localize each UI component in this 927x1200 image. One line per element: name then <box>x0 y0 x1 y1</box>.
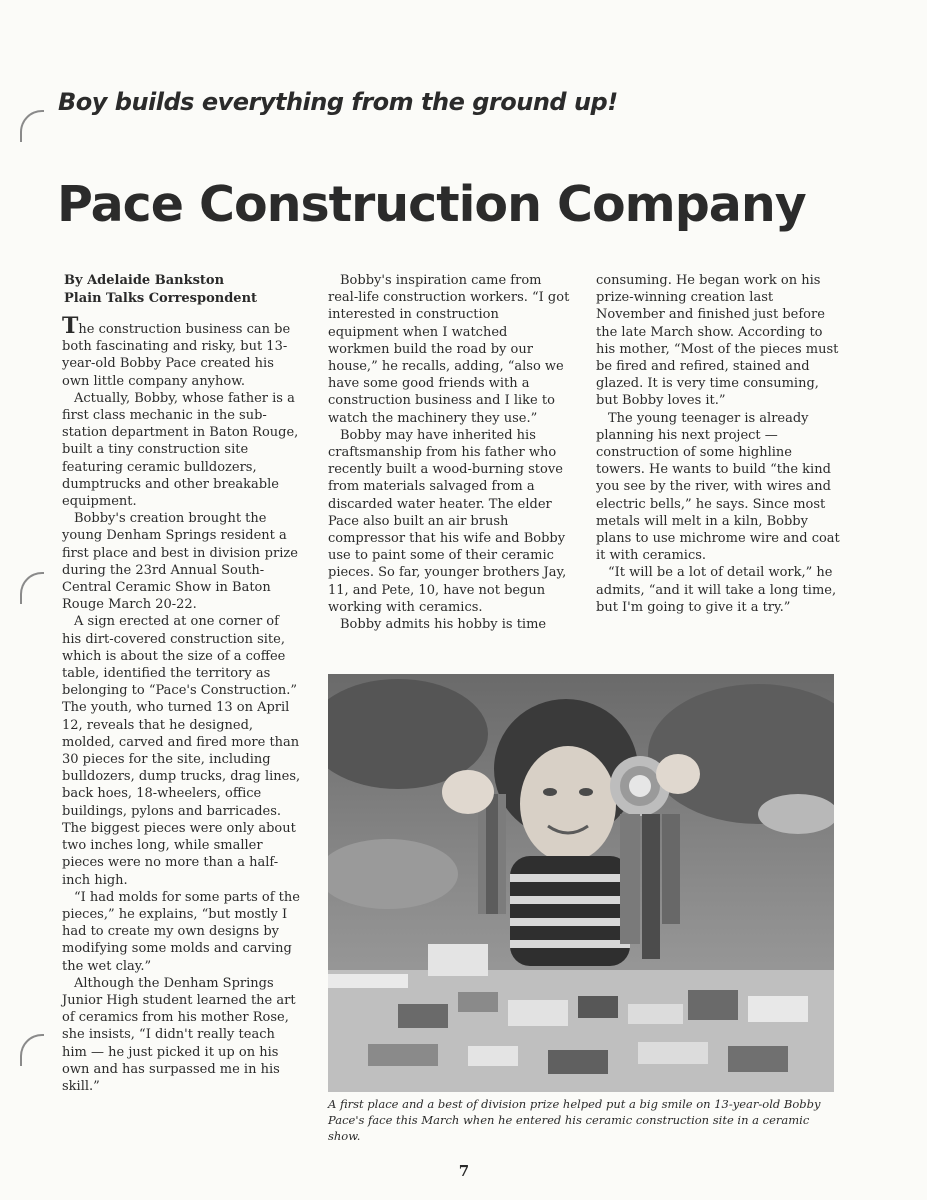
article-column-1 <box>62 313 302 1095</box>
byline <box>64 272 304 307</box>
article-kicker: Boy builds everything from the ground up! <box>58 88 618 116</box>
paragraph-text: he construction business can be both fascinating and risky, but 13-year-old Bobby Pace created his own little company anyhow. <box>62 322 291 389</box>
article-column-3 <box>596 272 842 616</box>
paragraph: “It will be a lot of detail work,” he admits, “and it will take a long time, but I'm going to give it a try.” <box>596 565 837 615</box>
paragraph: “I had molds for some parts of the pieces,” he explains, “but mostly I had to create my own designs by modifying some molds and carving the wet clay.” <box>62 889 300 974</box>
paragraph: A sign erected at one corner of his dirt-covered construction site, which is about the size of a coffee table, identified the territory as belonging to “Pace's Construction.” The youth, who turned 13 on April 12, reveals that he designed, molded, carved and fired more than 30 pieces for the site, including bulldozers, dump trucks, drag lines, back hoes, 18-wheelers, office buildings, pylons and barricades. The biggest pieces were only about two inches long, while smaller pieces were no more than a half-inch high. <box>62 614 301 888</box>
paragraph: Bobby admits his hobby is time <box>340 617 547 633</box>
paragraph: The young teenager is already planning his next project — construction of some highline towers. He wants to build “the kind you see by the river, with wires and electric bells,” he says. Since most metals will melt in a kiln, Bobby plans to use michrome wire and coat it with ceramics. <box>596 410 840 564</box>
photo-caption: A first place and a best of division prize helped put a big smile on 13-year-old Bobby Pace's face this March when he entered his ceramic construction site in a ceramic show. <box>328 1097 821 1143</box>
binder-hole-mark <box>20 110 44 142</box>
binder-hole-mark <box>20 572 44 604</box>
article-photo <box>328 674 834 1092</box>
paragraph: consuming. He began work on his prize-winning creation last November and finished just before the late March show. According to his mother, “Most of the pieces must be fired and refired, stained and glazed. It is very time consuming, but Bobby loves it.” <box>596 273 839 409</box>
photo-boy-with-ribbons <box>328 674 834 1092</box>
page-number: 7 <box>458 1162 470 1180</box>
drop-cap: T <box>62 313 79 339</box>
paragraph: Bobby's creation brought the young Denham Springs resident a first place and best in division prize during the 23rd Annual South-Central Ceramic Show in Baton Rouge March 20-22. <box>62 511 298 613</box>
paragraph: Bobby's inspiration came from real-life construction workers. “I got interested in construction equipment when I watched workmen build the road by our house,” he recalls, adding, “also we have some good friends with a construction business and I like to watch the machinery they use.” <box>328 273 570 426</box>
byline-role: Plain Talks Correspondent <box>64 290 258 306</box>
byline-author: By Adelaide Bankston <box>64 273 225 288</box>
paragraph: Although the Denham Springs Junior High student learned the art of ceramics from his mother Rose, she insists, “I didn't really teach him — he just picked it up on his own and has surpassed me in his skill.” <box>62 975 296 1094</box>
paragraph <box>62 313 302 390</box>
article-headline: Pace Construction Company <box>57 176 806 233</box>
paragraph: Actually, Bobby, whose father is a first class mechanic in the sub-station department in Baton Rouge, built a tiny construction site featuring ceramic bulldozers, dumptrucks and other breakable equipment. <box>62 390 299 510</box>
article-column-2 <box>328 272 570 633</box>
paragraph: Bobby may have inherited his craftsmanship from his father who recently built a wood-burning stove from materials salvaged from a discarded water heater. The elder Pace also built an air brush compressor that his wife and Bobby use to paint some of their ceramic pieces. So far, younger brothers Jay, 11, and Pete, 10, have not begun working with ceramics. <box>328 427 567 615</box>
binder-hole-mark <box>20 1034 44 1066</box>
